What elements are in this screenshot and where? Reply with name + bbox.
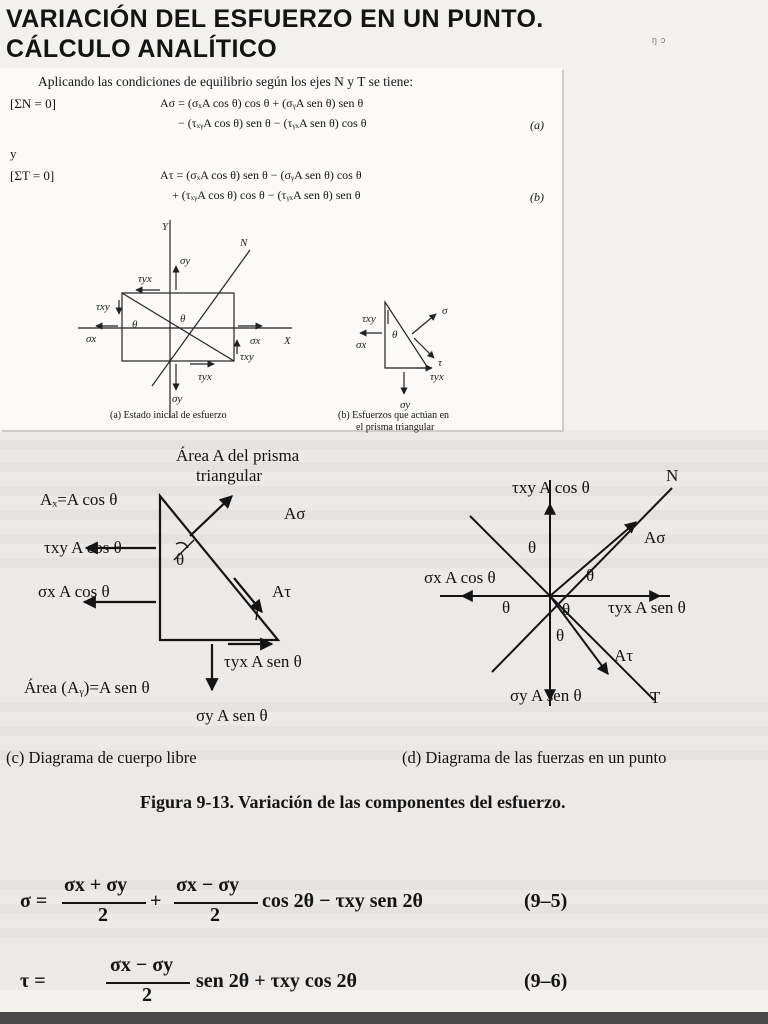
eq-a-label: [ΣN = 0]	[10, 96, 56, 111]
eq-a-line1: Aσ = (σₓA cos θ) cos θ + (σᵧA sen θ) sen θ	[160, 96, 364, 110]
label-b-theta: θ	[392, 329, 398, 341]
caption-b-line1: (b) Esfuerzos que actúan en	[338, 410, 450, 421]
label-tau-yx-bottom: τyx	[198, 371, 212, 383]
eq-b-line2: + (τₓᵧA cos θ) cos θ − (τᵧₓA sen θ) sen θ	[172, 188, 361, 202]
label-sigma-y-bottom: σy	[172, 393, 183, 405]
f1-plus: +	[150, 890, 162, 912]
area-label-line1: Área A del prisma	[176, 446, 300, 465]
label-b-tau: τ	[438, 357, 442, 369]
label-N: N	[240, 237, 248, 249]
d-tau-xy-force: τxy A cos θ	[512, 478, 590, 497]
eq-b-line1: Aτ = (σₓA cos θ) sen θ − (σᵧA sen θ) cos θ	[160, 168, 362, 182]
d-tau-yx-force: τyx A sen θ	[608, 598, 686, 617]
d-theta-4: θ	[562, 600, 571, 619]
c-sigma-y-force: σy A sen θ	[196, 706, 268, 725]
figure-caption: Figura 9-13. Variación de las componentes del esfuerzo.	[140, 792, 566, 812]
area-y-label: Área (Aᵧ)=A sen θ	[24, 678, 150, 697]
c-sigma-x-force: σx A cos θ	[38, 582, 110, 601]
label-b-tau-yx: τyx	[430, 371, 444, 383]
area-label-line2: triangular	[196, 466, 263, 485]
d-theta-1: θ	[528, 538, 537, 557]
d-a-sigma: Aσ	[644, 528, 666, 547]
label-Y: Y	[162, 221, 169, 233]
label-b-sigma: σ	[442, 305, 448, 317]
label-b-sigma-y: σy	[400, 399, 411, 411]
d-theta-5: θ	[556, 626, 565, 645]
eq-a-tag: (a)	[530, 118, 544, 132]
figures-a-b	[0, 218, 562, 430]
f2-num: σx − σy	[110, 954, 174, 976]
y-word: y	[10, 146, 17, 161]
eq-b-tag: (b)	[530, 190, 544, 204]
caption-b-line2: el prisma triangular	[356, 422, 435, 433]
c-tau-yx-force: τyx A sen θ	[224, 652, 302, 671]
d-a-tau: Aτ	[614, 646, 634, 665]
label-theta-a2: θ	[180, 313, 186, 325]
f1-den1: 2	[98, 904, 108, 926]
ax-label: Aₓ=A cos θ	[40, 490, 118, 509]
bottom-edge-shadow	[0, 1012, 768, 1024]
eq-b-label: [ΣT = 0]	[10, 168, 55, 183]
label-sigma-x-left: σx	[86, 333, 97, 345]
d-sigma-x-force: σx A cos θ	[424, 568, 496, 587]
c-tau-xy-force: τxy A cos θ	[44, 538, 122, 557]
f1-tag: (9–5)	[524, 890, 568, 912]
title-line-1: VARIACIÓN DEL ESFUERZO EN UN PUNTO.	[6, 5, 544, 33]
f2-tag: (9–6)	[524, 970, 568, 992]
title-line-2: CÁLCULO ANALÍTICO	[6, 35, 278, 63]
label-b-tau-xy: τxy	[362, 313, 376, 325]
f1-num2: σx − σy	[176, 874, 240, 896]
f2-rest: sen 2θ + τxy cos 2θ	[196, 970, 357, 992]
page-title	[6, 4, 544, 64]
c-a-tau: Aτ	[272, 582, 292, 601]
f1-den2: 2	[210, 904, 220, 926]
caption-a: (a) Estado inicial de esfuerzo	[110, 410, 227, 421]
a-sigma-arrow	[190, 496, 232, 536]
label-tau-yx-top: τyx	[138, 273, 152, 285]
c-a-sigma: Aσ	[284, 504, 306, 523]
c-theta: θ	[176, 550, 185, 569]
d-theta-3: θ	[502, 598, 511, 617]
scanned-excerpt	[0, 68, 562, 433]
n-line	[492, 488, 672, 672]
intro-text: Aplicando las condiciones de equilibrio según los ejes N y T se tiene:	[38, 74, 414, 89]
f2-den: 2	[142, 984, 152, 1006]
figure-d-force-diagram	[440, 460, 760, 730]
d-theta-2: θ	[586, 566, 595, 585]
label-tau-xy-right: τxy	[240, 351, 254, 363]
label-sigma-y-top: σy	[180, 255, 191, 267]
label-theta-a1: θ	[132, 319, 138, 331]
label-X: X	[284, 335, 291, 347]
f2-lhs: τ =	[20, 970, 46, 992]
normal-line	[152, 250, 250, 386]
label-b-sigma-x: σx	[356, 339, 367, 351]
label-tau-xy-left: τxy	[96, 301, 110, 313]
d-sigma-y-force: σy A sen θ	[510, 686, 582, 705]
f1-lhs: σ =	[20, 890, 48, 912]
label-sigma-x-right: σx	[250, 335, 261, 347]
page-mark: ᵑ ᵓ	[652, 34, 666, 49]
f1-num1: σx + σy	[64, 874, 128, 896]
caption-c: (c) Diagrama de cuerpo libre	[6, 748, 197, 767]
f1-rest: cos 2θ − τxy sen 2θ	[262, 890, 423, 912]
d-N: N	[666, 466, 679, 485]
d-T: T	[650, 688, 661, 707]
eq-a-line2: − (τₓᵧA cos θ) sen θ − (τᵧₓA sen θ) cos θ	[178, 116, 367, 130]
caption-d: (d) Diagrama de las fuerzas en un punto	[402, 748, 667, 767]
